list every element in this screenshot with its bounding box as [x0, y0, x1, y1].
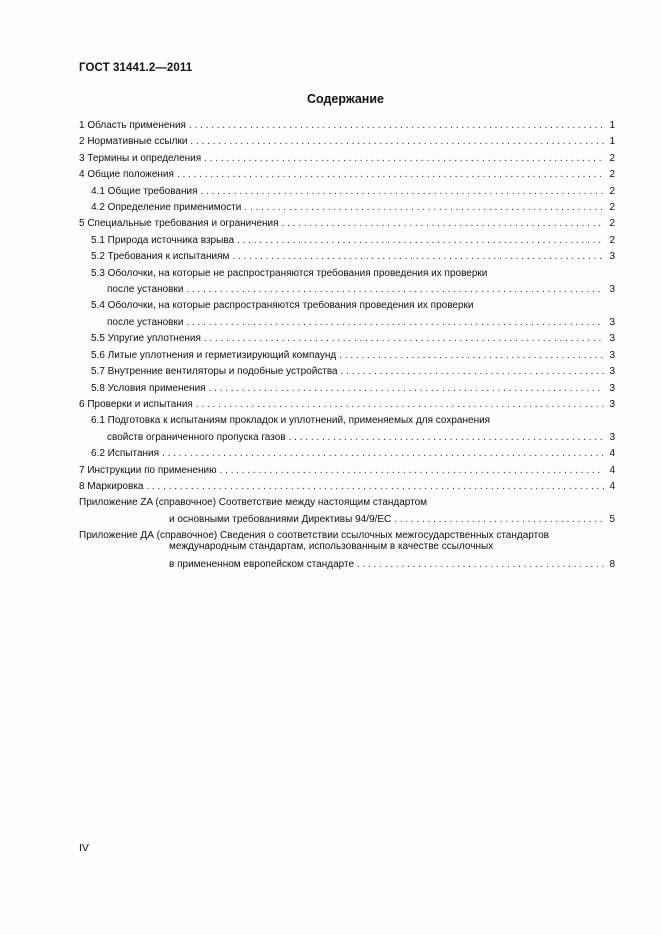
toc-entry-line [79, 479, 615, 495]
toc-leader-dots [162, 446, 604, 462]
toc-page-number: 3 [609, 251, 615, 263]
toc-entry [79, 298, 615, 331]
toc-leader-dots [204, 151, 604, 167]
toc-entry-line [79, 216, 615, 232]
toc-entry-title: 5.5 Упругие уплотнения [91, 333, 201, 345]
toc-entry-line [79, 413, 615, 429]
toc-leader-dots [146, 479, 604, 495]
toc-entry [79, 528, 615, 573]
toc-entry-title: Приложение ДА (справочное) Сведения о соответствии ссылочных межгосударственных стандартов [79, 530, 549, 542]
toc-entry [79, 397, 615, 413]
toc-entry-line [79, 134, 615, 150]
toc-page-number: 4 [609, 464, 615, 476]
toc-entry-title: 5.2 Требования к испытаниям [91, 251, 230, 263]
toc-page-number: 3 [609, 284, 615, 296]
toc-entry-line [79, 348, 615, 364]
toc-entry [79, 479, 615, 495]
toc-entry [79, 381, 615, 397]
toc-entry-line [79, 184, 615, 200]
toc-entry-line [79, 495, 615, 511]
toc-entry-line [79, 298, 615, 314]
toc-entry-title: 5.8 Условия применения [91, 382, 206, 394]
table-of-contents [79, 118, 615, 573]
toc-entry [79, 348, 615, 364]
toc-entry-title: после установки [107, 284, 184, 296]
toc-page-number: 3 [609, 333, 615, 345]
toc-entry [79, 118, 615, 134]
toc-entry-title: 5.6 Литые уплотнения и герметизирующий компаунд [91, 349, 337, 361]
toc-leader-dots [177, 167, 604, 183]
toc-entry-line [79, 266, 615, 282]
toc-page-number: 2 [609, 234, 615, 246]
toc-page-number: 3 [609, 349, 615, 361]
toc-entry-line [79, 249, 615, 265]
toc-page-number: 2 [609, 218, 615, 230]
toc-entry [79, 167, 615, 183]
toc-entry-line [79, 539, 615, 551]
toc-entry-title: 4 Общие положения [79, 169, 174, 181]
toc-entry-title: 4.2 Определение применимости [91, 202, 242, 214]
toc-page-number: 3 [609, 431, 615, 443]
toc-entry-title: 6 Проверки и испытания [79, 398, 193, 410]
toc-entry-line [79, 512, 615, 528]
toc-page-number: 2 [609, 169, 615, 181]
toc-leader-dots [282, 216, 604, 232]
toc-entry-line [79, 446, 615, 462]
toc-entry [79, 216, 615, 232]
toc-entry-title: 5.1 Природа источника взрыва [91, 234, 235, 246]
toc-entry-line [79, 430, 615, 446]
toc-entry [79, 413, 615, 446]
toc-page-number: 5 [609, 513, 615, 525]
page-number: IV [79, 842, 89, 854]
toc-entry [79, 200, 615, 216]
toc-page-number: 2 [609, 152, 615, 164]
toc-entry-line [79, 151, 615, 167]
toc-leader-dots [244, 200, 604, 216]
toc-entry-title: свойств ограниченного пропуска газов [107, 431, 286, 443]
toc-entry [79, 364, 615, 380]
toc-leader-dots [189, 118, 604, 134]
toc-entry [79, 151, 615, 167]
toc-entry-title: Приложение ZA (справочное) Соответствие между настоящим стандартом [79, 497, 428, 509]
toc-entry [79, 184, 615, 200]
toc-entry-line [79, 200, 615, 216]
toc-page-number: 4 [609, 448, 615, 460]
toc-entry-line [79, 381, 615, 397]
toc-entry-line [79, 167, 615, 183]
toc-page-number: 1 [609, 120, 615, 131]
toc-page-number: 3 [609, 316, 615, 328]
toc-entry-title: 6.2 Испытания [91, 448, 160, 460]
document-code: ГОСТ 31441.2—2011 [79, 62, 193, 74]
toc-entry-title: международным стандартам, использованным в качестве ссылочных [169, 540, 494, 552]
toc-entry-line [79, 315, 615, 331]
toc-leader-dots [237, 233, 604, 249]
toc-entry-line [79, 282, 615, 298]
toc-page-number: 4 [609, 480, 615, 492]
toc-entry-title: 2 Нормативные ссылки [79, 136, 188, 148]
toc-entry-title: 5.7 Внутренние вентиляторы и подобные устройства [91, 366, 338, 378]
toc-title: Содержание [306, 92, 384, 106]
toc-entry-title: 8 Маркировка [79, 480, 144, 492]
toc-leader-dots [341, 364, 604, 380]
toc-page-number: 2 [609, 185, 615, 197]
toc-leader-dots [196, 397, 604, 413]
toc-entry-line [79, 118, 615, 134]
toc-entry-line [79, 557, 615, 573]
toc-entry-line [79, 397, 615, 413]
toc-leader-dots [339, 348, 604, 364]
toc-page-number: 3 [609, 382, 615, 394]
toc-entry [79, 249, 615, 265]
toc-entry [79, 446, 615, 462]
toc-leader-dots [209, 381, 604, 397]
toc-entry-line [79, 331, 615, 347]
toc-entry [79, 495, 615, 528]
toc-entry-title: 5.4 Оболочки, на которые распространяются требования проведения их проверки [91, 300, 474, 312]
toc-entry [79, 463, 615, 479]
toc-leader-dots [201, 184, 604, 200]
toc-entry-title: 5 Специальные требования и ограничения [79, 218, 279, 230]
toc-page-number: 2 [609, 202, 615, 214]
toc-entry-title: 7 Инструкции по применению [79, 464, 217, 476]
toc-entry [79, 134, 615, 150]
toc-entry-title: 6.1 Подготовка к испытаниям прокладок и уплотнений, применяемых для сохранения [91, 415, 491, 427]
toc-entry-title: 1 Область применения [79, 120, 186, 131]
toc-entry-title: после установки [107, 316, 184, 328]
toc-page-number: 3 [609, 366, 615, 378]
toc-entry-title: в примененном европейском стандарте [169, 558, 355, 570]
toc-leader-dots [186, 315, 604, 331]
toc-leader-dots [220, 463, 604, 479]
toc-entry-line [79, 233, 615, 249]
toc-leader-dots [232, 249, 604, 265]
toc-leader-dots [190, 134, 604, 150]
toc-leader-dots [394, 512, 604, 528]
toc-entry [79, 266, 615, 299]
toc-entry-line [79, 463, 615, 479]
toc-entry-title: 5.3 Оболочки, на которые не распространяются требования проведения их проверки [91, 267, 488, 279]
toc-leader-dots [357, 557, 604, 573]
toc-page-number: 1 [609, 136, 615, 148]
toc-entry-title: 3 Термины и определения [79, 152, 202, 164]
toc-page-number: 8 [609, 558, 615, 570]
toc-leader-dots [204, 331, 604, 347]
toc-leader-dots [186, 282, 604, 298]
toc-entry [79, 331, 615, 347]
toc-leader-dots [289, 430, 604, 446]
toc-entry [79, 233, 615, 249]
toc-entry-line [79, 364, 615, 380]
toc-entry-title: и основными требованиями Директивы 94/9/ЕС [169, 513, 392, 525]
toc-entry-title: 4.1 Общие требования [91, 185, 198, 197]
toc-page-number: 3 [609, 398, 615, 410]
